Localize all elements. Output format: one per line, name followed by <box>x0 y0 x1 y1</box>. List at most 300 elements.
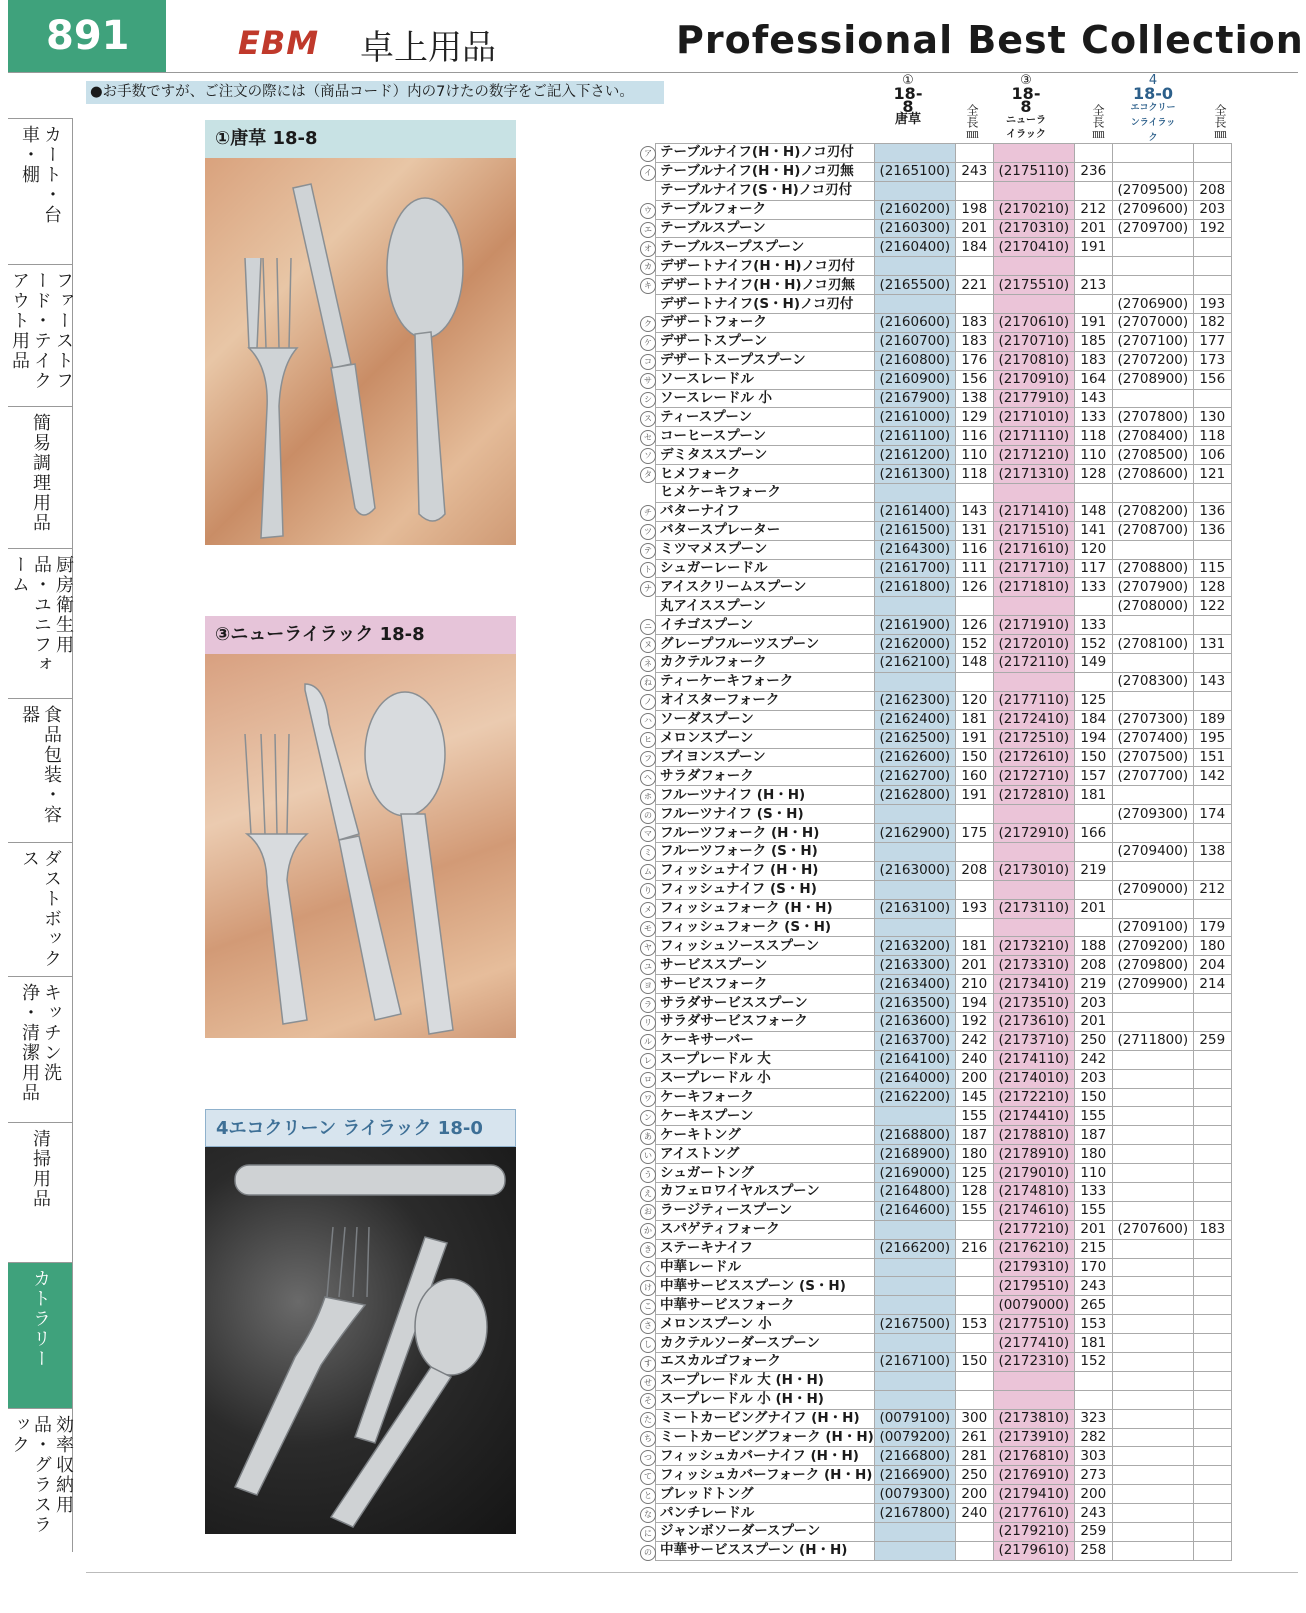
row-marker: ナ <box>640 581 656 597</box>
row-marker: キ <box>640 278 656 294</box>
sidebar-tab[interactable] <box>8 976 72 1122</box>
code-karakusa <box>874 1523 955 1542</box>
table-row <box>656 1088 1232 1107</box>
code-new-lilac <box>993 257 1074 276</box>
length-eco-clean <box>1193 1485 1231 1504</box>
length-karakusa: 160 <box>955 767 993 786</box>
column-series: エコクリーンライラック <box>1130 103 1176 143</box>
length-new-lilac: 181 <box>1074 1334 1112 1353</box>
length-karakusa: 191 <box>955 729 993 748</box>
code-new-lilac: (2172110) <box>993 654 1074 673</box>
code-new-lilac: (2172210) <box>993 1088 1074 1107</box>
length-karakusa: 192 <box>955 1012 993 1031</box>
row-marker: い <box>640 1148 656 1164</box>
code-karakusa: (2160300) <box>874 219 955 238</box>
length-new-lilac <box>1074 597 1112 616</box>
code-karakusa: (2168800) <box>874 1126 955 1145</box>
length-karakusa: 184 <box>955 238 993 257</box>
row-marker: ン <box>640 1110 656 1126</box>
column-number: 4 <box>1148 73 1158 88</box>
length-eco-clean: 189 <box>1193 710 1231 729</box>
code-karakusa <box>874 1220 955 1239</box>
code-karakusa <box>874 1277 955 1296</box>
table-row <box>656 1107 1232 1126</box>
table-row <box>656 1447 1232 1466</box>
table-row <box>656 1334 1232 1353</box>
column-material: 18-8 <box>893 84 923 116</box>
code-karakusa: (2161700) <box>874 559 955 578</box>
length-new-lilac: 128 <box>1074 465 1112 484</box>
length-karakusa: 118 <box>955 465 993 484</box>
length-new-lilac: 152 <box>1074 635 1112 654</box>
code-eco-clean <box>1112 144 1193 163</box>
length-karakusa <box>955 1277 993 1296</box>
code-new-lilac: (2173310) <box>993 956 1074 975</box>
length-new-lilac: 149 <box>1074 654 1112 673</box>
table-row <box>656 786 1232 805</box>
length-new-lilac: 125 <box>1074 691 1112 710</box>
length-eco-clean <box>1193 1258 1231 1277</box>
column-material: 18-8 <box>1011 84 1041 116</box>
code-eco-clean <box>1112 1541 1193 1560</box>
length-karakusa <box>955 1523 993 1542</box>
code-karakusa <box>874 1334 955 1353</box>
code-eco-clean: (2708200) <box>1112 502 1193 521</box>
photo-label-eco-clean-lilac: 4エコクリーン ライラック 18-0 <box>205 1109 516 1147</box>
length-new-lilac: 201 <box>1074 1012 1112 1031</box>
product-name: ミートカービングフォーク (H・H) <box>656 1428 875 1447</box>
table-row <box>656 427 1232 446</box>
row-marker: ヨ <box>640 978 656 994</box>
product-name: ケーキサーバー <box>656 1031 875 1050</box>
length-karakusa <box>955 1541 993 1560</box>
length-new-lilac: 323 <box>1074 1409 1112 1428</box>
code-new-lilac <box>993 672 1074 691</box>
code-new-lilac: (2172010) <box>993 635 1074 654</box>
length-header: 全長㎜ <box>1091 104 1105 140</box>
length-eco-clean: 259 <box>1193 1031 1231 1050</box>
code-eco-clean: (2709700) <box>1112 219 1193 238</box>
length-eco-clean: 174 <box>1193 805 1231 824</box>
table-row <box>656 144 1232 163</box>
table-row <box>656 635 1232 654</box>
code-karakusa: (2162700) <box>874 767 955 786</box>
code-karakusa <box>874 880 955 899</box>
code-new-lilac: (2171310) <box>993 465 1074 484</box>
sidebar-tab[interactable] <box>8 1262 72 1408</box>
row-marker: ミ <box>640 845 656 861</box>
length-eco-clean <box>1193 899 1231 918</box>
length-karakusa: 240 <box>955 1504 993 1523</box>
sidebar-tab[interactable] <box>8 698 72 842</box>
column-header-karakusa <box>888 74 928 126</box>
row-marker: ケ <box>640 335 656 351</box>
row-marker: ヒ <box>640 732 656 748</box>
length-eco-clean <box>1193 540 1231 559</box>
length-new-lilac: 170 <box>1074 1258 1112 1277</box>
length-karakusa <box>955 295 993 314</box>
code-karakusa: (2161100) <box>874 427 955 446</box>
length-karakusa: 208 <box>955 861 993 880</box>
product-name: ケーキトング <box>656 1126 875 1145</box>
length-karakusa: 194 <box>955 994 993 1013</box>
code-new-lilac: (2178810) <box>993 1126 1074 1145</box>
code-new-lilac: (2176910) <box>993 1466 1074 1485</box>
code-new-lilac: (2177410) <box>993 1334 1074 1353</box>
row-marker: く <box>640 1261 656 1277</box>
length-eco-clean: 151 <box>1193 748 1231 767</box>
code-eco-clean: (2707100) <box>1112 332 1193 351</box>
length-eco-clean <box>1193 1050 1231 1069</box>
length-eco-clean: 183 <box>1193 1220 1231 1239</box>
code-new-lilac: (2171010) <box>993 408 1074 427</box>
code-new-lilac: (2173910) <box>993 1428 1074 1447</box>
code-new-lilac: (2174810) <box>993 1182 1074 1201</box>
table-row <box>656 975 1232 994</box>
code-new-lilac: (2170810) <box>993 351 1074 370</box>
code-new-lilac: (2179410) <box>993 1485 1074 1504</box>
code-karakusa: (2164600) <box>874 1201 955 1220</box>
length-new-lilac: 194 <box>1074 729 1112 748</box>
length-eco-clean: 208 <box>1193 181 1231 200</box>
code-new-lilac <box>993 1371 1074 1390</box>
length-eco-clean: 136 <box>1193 521 1231 540</box>
product-name: スープレードル 小 <box>656 1069 875 1088</box>
table-row <box>656 805 1232 824</box>
code-new-lilac <box>993 484 1074 503</box>
table-row <box>656 1371 1232 1390</box>
length-karakusa: 181 <box>955 710 993 729</box>
code-eco-clean <box>1112 1504 1193 1523</box>
code-eco-clean: (2708500) <box>1112 446 1193 465</box>
sidebar-tab[interactable] <box>8 1122 72 1262</box>
sidebar-tab-label: 清掃用品 <box>30 1129 51 1209</box>
code-new-lilac: (2172610) <box>993 748 1074 767</box>
length-new-lilac: 215 <box>1074 1239 1112 1258</box>
product-name: ヒメケーキフォーク <box>656 484 875 503</box>
product-name: エスカルゴフォーク <box>656 1353 875 1372</box>
length-new-lilac: 243 <box>1074 1504 1112 1523</box>
length-new-lilac: 242 <box>1074 1050 1112 1069</box>
product-name: フルーツフォーク (H・H) <box>656 824 875 843</box>
length-eco-clean: 173 <box>1193 351 1231 370</box>
length-eco-clean: 131 <box>1193 635 1231 654</box>
product-name: アイスクリームスプーン <box>656 578 875 597</box>
code-karakusa <box>874 1541 955 1560</box>
code-eco-clean: (2708700) <box>1112 521 1193 540</box>
sidebar-tab[interactable] <box>8 842 72 976</box>
table-row <box>656 370 1232 389</box>
row-marker: ユ <box>640 959 656 975</box>
column-material: 18-0 <box>1132 84 1174 103</box>
code-karakusa: (2166900) <box>874 1466 955 1485</box>
length-karakusa: 243 <box>955 162 993 181</box>
length-karakusa: 150 <box>955 748 993 767</box>
table-row <box>656 1145 1232 1164</box>
code-eco-clean: (2711800) <box>1112 1031 1193 1050</box>
table-row <box>656 1523 1232 1542</box>
code-eco-clean <box>1112 1182 1193 1201</box>
row-marker: け <box>640 1280 656 1296</box>
code-new-lilac: (2173510) <box>993 994 1074 1013</box>
product-name: フィッシュナイフ (S・H) <box>656 880 875 899</box>
row-marker: ニ <box>640 619 656 635</box>
code-new-lilac: (2170210) <box>993 200 1074 219</box>
table-row <box>656 1239 1232 1258</box>
sidebar-tab-label: 効率収納用品・グラスラック <box>9 1415 74 1535</box>
photo-karakusa <box>205 158 516 545</box>
length-eco-clean: 122 <box>1193 597 1231 616</box>
code-new-lilac <box>993 597 1074 616</box>
table-row <box>656 1277 1232 1296</box>
code-new-lilac <box>993 1390 1074 1409</box>
code-eco-clean: (2707400) <box>1112 729 1193 748</box>
code-karakusa: (2161000) <box>874 408 955 427</box>
length-new-lilac <box>1074 880 1112 899</box>
row-marker: え <box>640 1186 656 1202</box>
product-name: サラダサービスフォーク <box>656 1012 875 1031</box>
length-karakusa <box>955 1390 993 1409</box>
sidebar-tab[interactable] <box>8 406 72 548</box>
row-marker: ち <box>640 1431 656 1447</box>
code-eco-clean: (2707800) <box>1112 408 1193 427</box>
product-name: シュガーレードル <box>656 559 875 578</box>
code-eco-clean: (2708300) <box>1112 672 1193 691</box>
length-new-lilac: 201 <box>1074 899 1112 918</box>
column-series: 唐草 <box>894 112 921 127</box>
length-karakusa: 200 <box>955 1069 993 1088</box>
code-new-lilac: (0079000) <box>993 1296 1074 1315</box>
length-eco-clean <box>1193 276 1231 295</box>
length-new-lilac <box>1074 257 1112 276</box>
code-new-lilac: (2175510) <box>993 276 1074 295</box>
code-new-lilac: (2177910) <box>993 389 1074 408</box>
product-name: テーブルフォーク <box>656 200 875 219</box>
length-karakusa <box>955 672 993 691</box>
length-new-lilac: 203 <box>1074 994 1112 1013</box>
code-eco-clean <box>1112 1485 1193 1504</box>
code-new-lilac: (2172410) <box>993 710 1074 729</box>
code-new-lilac: (2179510) <box>993 1277 1074 1296</box>
product-name: アイストング <box>656 1145 875 1164</box>
code-new-lilac: (2174410) <box>993 1107 1074 1126</box>
table-row <box>656 484 1232 503</box>
code-karakusa: (0079100) <box>874 1409 955 1428</box>
table-row <box>656 597 1232 616</box>
code-new-lilac: (2177110) <box>993 691 1074 710</box>
length-eco-clean: 128 <box>1193 578 1231 597</box>
code-karakusa <box>874 672 955 691</box>
length-header: 全長㎜ <box>1213 104 1227 140</box>
code-eco-clean <box>1112 899 1193 918</box>
code-eco-clean: (2708400) <box>1112 427 1193 446</box>
table-row <box>656 1164 1232 1183</box>
code-new-lilac: (2170310) <box>993 219 1074 238</box>
sidebar-tab[interactable] <box>8 1408 72 1552</box>
length-new-lilac: 180 <box>1074 1145 1112 1164</box>
length-new-lilac: 185 <box>1074 332 1112 351</box>
product-name: メロンスプーン 小 <box>656 1315 875 1334</box>
row-marker: た <box>640 1412 656 1428</box>
product-name: ケーキフォーク <box>656 1088 875 1107</box>
length-new-lilac: 303 <box>1074 1447 1112 1466</box>
product-name: デザートナイフ(H・H)ノコ刃無 <box>656 276 875 295</box>
row-marker: テ <box>640 543 656 559</box>
product-name: フルーツナイフ (S・H) <box>656 805 875 824</box>
length-karakusa: 281 <box>955 1447 993 1466</box>
product-name: ティースプーン <box>656 408 875 427</box>
length-eco-clean: 138 <box>1193 842 1231 861</box>
code-eco-clean: (2708800) <box>1112 559 1193 578</box>
table-row <box>656 1428 1232 1447</box>
row-marker: タ <box>640 467 656 483</box>
table-row <box>656 1485 1232 1504</box>
code-eco-clean <box>1112 1069 1193 1088</box>
length-eco-clean: 203 <box>1193 200 1231 219</box>
length-eco-clean <box>1193 861 1231 880</box>
sidebar-tab-label: 食品包装・容器 <box>19 705 62 825</box>
length-new-lilac: 133 <box>1074 616 1112 635</box>
code-new-lilac: (2172310) <box>993 1353 1074 1372</box>
length-new-lilac: 117 <box>1074 559 1112 578</box>
row-marker: つ <box>640 1450 656 1466</box>
length-karakusa: 191 <box>955 786 993 805</box>
cutlery-eco-clean-image <box>205 1147 516 1534</box>
length-eco-clean <box>1193 1012 1231 1031</box>
sidebar-tab[interactable] <box>8 548 72 698</box>
length-new-lilac: 191 <box>1074 314 1112 333</box>
table-row <box>656 219 1232 238</box>
code-eco-clean <box>1112 1466 1193 1485</box>
code-karakusa: (2168900) <box>874 1145 955 1164</box>
cutlery-new-lilac-image <box>205 654 516 1038</box>
code-karakusa: (2161900) <box>874 616 955 635</box>
length-karakusa: 129 <box>955 408 993 427</box>
length-eco-clean: 130 <box>1193 408 1231 427</box>
category-sidebar <box>8 118 73 1552</box>
code-karakusa <box>874 1296 955 1315</box>
code-karakusa: (2162800) <box>874 786 955 805</box>
product-name: テーブルナイフ(H・H)ノコ刃付 <box>656 144 875 163</box>
order-notice: ●お手数ですが、ご注文の際には（商品コード）内の7けたの数字をご記入下さい。 <box>86 81 664 104</box>
length-karakusa: 126 <box>955 616 993 635</box>
code-eco-clean: (2709400) <box>1112 842 1193 861</box>
code-eco-clean <box>1112 238 1193 257</box>
table-row <box>656 276 1232 295</box>
code-new-lilac: (2172910) <box>993 824 1074 843</box>
code-eco-clean <box>1112 1371 1193 1390</box>
sidebar-tab[interactable] <box>8 264 72 406</box>
code-karakusa: (2163600) <box>874 1012 955 1031</box>
column-series: ニューライラック <box>1006 115 1046 140</box>
code-karakusa: (2167900) <box>874 389 955 408</box>
length-eco-clean: 115 <box>1193 559 1231 578</box>
length-new-lilac: 183 <box>1074 351 1112 370</box>
code-new-lilac: (2176810) <box>993 1447 1074 1466</box>
row-marker: ノ <box>640 694 656 710</box>
length-eco-clean: 212 <box>1193 880 1231 899</box>
length-new-lilac: 188 <box>1074 937 1112 956</box>
table-row <box>656 1315 1232 1334</box>
length-new-lilac: 120 <box>1074 540 1112 559</box>
length-new-lilac <box>1074 1390 1112 1409</box>
product-name: デミタススプーン <box>656 446 875 465</box>
table-row <box>656 559 1232 578</box>
row-marker: ヘ <box>640 770 656 786</box>
length-eco-clean <box>1193 238 1231 257</box>
table-row <box>656 238 1232 257</box>
product-name: フィッシュフォーク (H・H) <box>656 899 875 918</box>
table-row <box>656 332 1232 351</box>
table-row <box>656 465 1232 484</box>
code-eco-clean <box>1112 1277 1193 1296</box>
column-number: ③ <box>1020 73 1032 88</box>
table-row <box>656 767 1232 786</box>
length-karakusa: 126 <box>955 578 993 597</box>
code-new-lilac: (2179010) <box>993 1164 1074 1183</box>
code-eco-clean: (2709300) <box>1112 805 1193 824</box>
length-eco-clean: 192 <box>1193 219 1231 238</box>
product-name: サラダフォーク <box>656 767 875 786</box>
table-row <box>656 748 1232 767</box>
table-row <box>656 861 1232 880</box>
length-new-lilac: 181 <box>1074 786 1112 805</box>
code-eco-clean: (2709200) <box>1112 937 1193 956</box>
row-marker: ツ <box>640 524 656 540</box>
code-karakusa: (2162600) <box>874 748 955 767</box>
product-name: フィッシュフォーク (S・H) <box>656 918 875 937</box>
length-new-lilac <box>1074 805 1112 824</box>
product-name: 中華レードル <box>656 1258 875 1277</box>
code-karakusa: (2160900) <box>874 370 955 389</box>
length-eco-clean: 182 <box>1193 314 1231 333</box>
table-row <box>656 162 1232 181</box>
length-eco-clean: 118 <box>1193 427 1231 446</box>
code-new-lilac: (2177510) <box>993 1315 1074 1334</box>
length-new-lilac: 265 <box>1074 1296 1112 1315</box>
length-karakusa: 148 <box>955 654 993 673</box>
code-eco-clean: (2707200) <box>1112 351 1193 370</box>
sidebar-tab[interactable] <box>8 118 72 264</box>
table-row <box>656 994 1232 1013</box>
code-eco-clean <box>1112 1145 1193 1164</box>
code-new-lilac: (2177210) <box>993 1220 1074 1239</box>
length-karakusa: 175 <box>955 824 993 843</box>
table-row <box>656 1353 1232 1372</box>
length-new-lilac: 187 <box>1074 1126 1112 1145</box>
code-eco-clean <box>1112 616 1193 635</box>
code-karakusa: (2162200) <box>874 1088 955 1107</box>
table-row <box>656 521 1232 540</box>
code-eco-clean: (2709900) <box>1112 975 1193 994</box>
code-new-lilac: (2171510) <box>993 521 1074 540</box>
product-name: フィッシュソーススプーン <box>656 937 875 956</box>
length-new-lilac: 258 <box>1074 1541 1112 1560</box>
row-marker: な <box>640 1507 656 1523</box>
row-marker: モ <box>640 921 656 937</box>
product-name: ジャンボソーダースプーン <box>656 1523 875 1542</box>
code-eco-clean <box>1112 162 1193 181</box>
table-row <box>656 899 1232 918</box>
code-eco-clean <box>1112 1107 1193 1126</box>
row-marker: リ <box>640 1015 656 1031</box>
code-karakusa <box>874 181 955 200</box>
product-name: 中華サービススプーン (H・H) <box>656 1541 875 1560</box>
code-karakusa <box>874 1371 955 1390</box>
table-row <box>656 1031 1232 1050</box>
product-name: デザートナイフ(H・H)ノコ刃付 <box>656 257 875 276</box>
cutlery-karakusa-image <box>205 158 516 545</box>
